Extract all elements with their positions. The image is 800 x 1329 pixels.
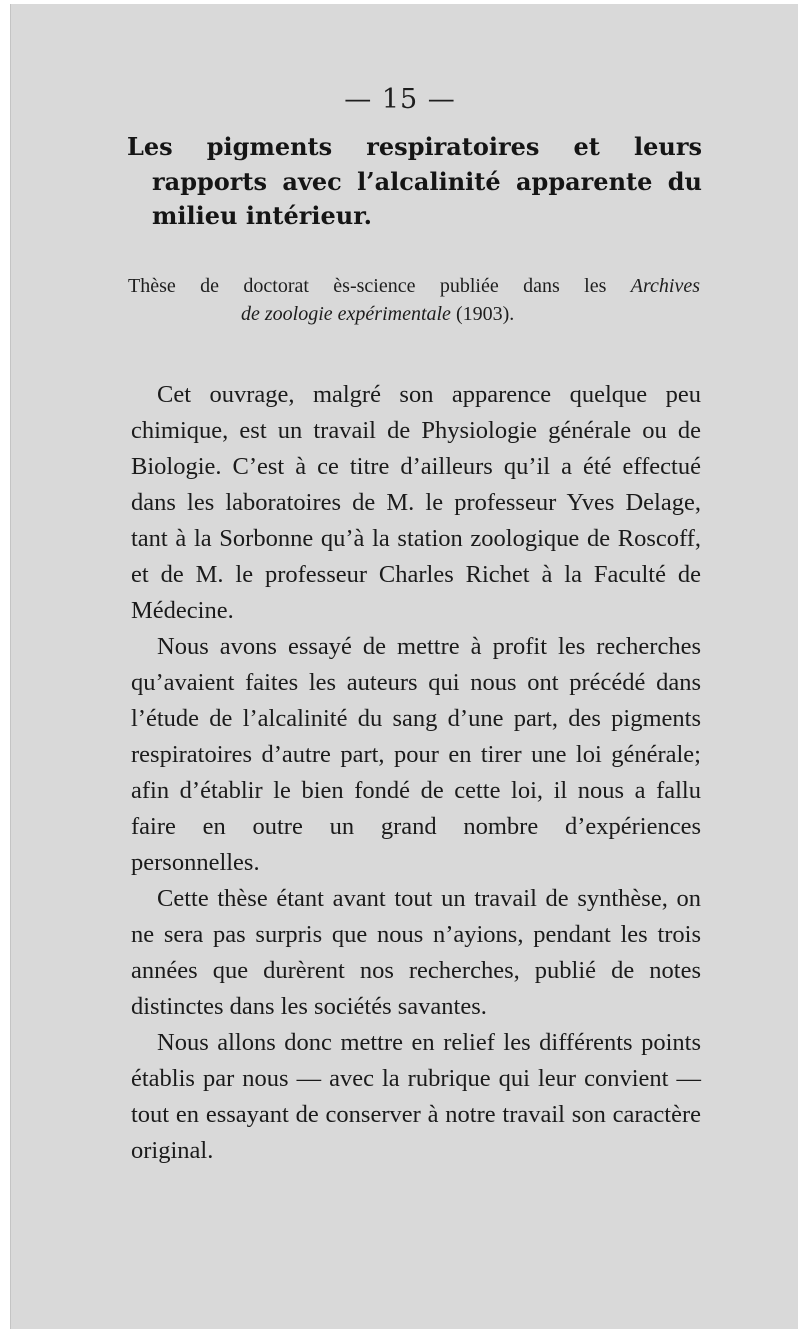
citation-line-2: [128, 300, 700, 328]
citation-year: (1903).: [450, 303, 515, 325]
citation-prefix: Thèse de doctorat ès-science publiée dans les: [128, 275, 631, 297]
citation: [128, 272, 700, 328]
paragraph-4: Nous allons donc mettre en relief les différents points établis par nous — avec la rubrique qui leur convient — tout en essayant de conserver à notre travail son caractère original.: [131, 1029, 701, 1164]
page-number: — 15 —: [344, 84, 456, 115]
paragraph-3: Cette thèse étant avant tout un travail de synthèse, on ne sera pas surpris que nous n’ayions, pendant les trois années que durèrent nos recherches, publié de notes distinctes dans les sociétés savantes.: [131, 885, 701, 1020]
paragraph-2: Nous avons essayé de mettre à profit les recherches qu’avaient faites les auteurs qui nous ont précédé dans l’étude de l’alcalinité du sang d’une part, des pigments respiratoires d’autre part, pour en tirer une loi générale; afin d’établir le bien fondé de cette loi, il nous a fallu faire en outre un grand nombre d’expériences personnelles.: [131, 633, 701, 876]
journal-name-part-1: Archives: [630, 275, 700, 297]
journal-name-part-2: de zoologie expérimentale: [241, 303, 451, 325]
body-text: [131, 377, 701, 1169]
section-title: Les pigments respiratoires et leurs rapports avec l’alcalinité apparente du milieu intérieur.: [127, 132, 702, 230]
paragraph-1: Cet ouvrage, malgré son apparence quelque peu chimique, est un travail de Physiologie générale ou de Biologie. C’est à ce titre d’ailleurs qu’il a été effectué dans les laboratoires de M. le professeur Yves Delage, tant à la Sorbonne qu’à la station zoologique de Roscoff, et de M. le professeur Charles Richet à la Faculté de Médecine.: [131, 381, 701, 624]
citation-line-1: [128, 272, 700, 300]
